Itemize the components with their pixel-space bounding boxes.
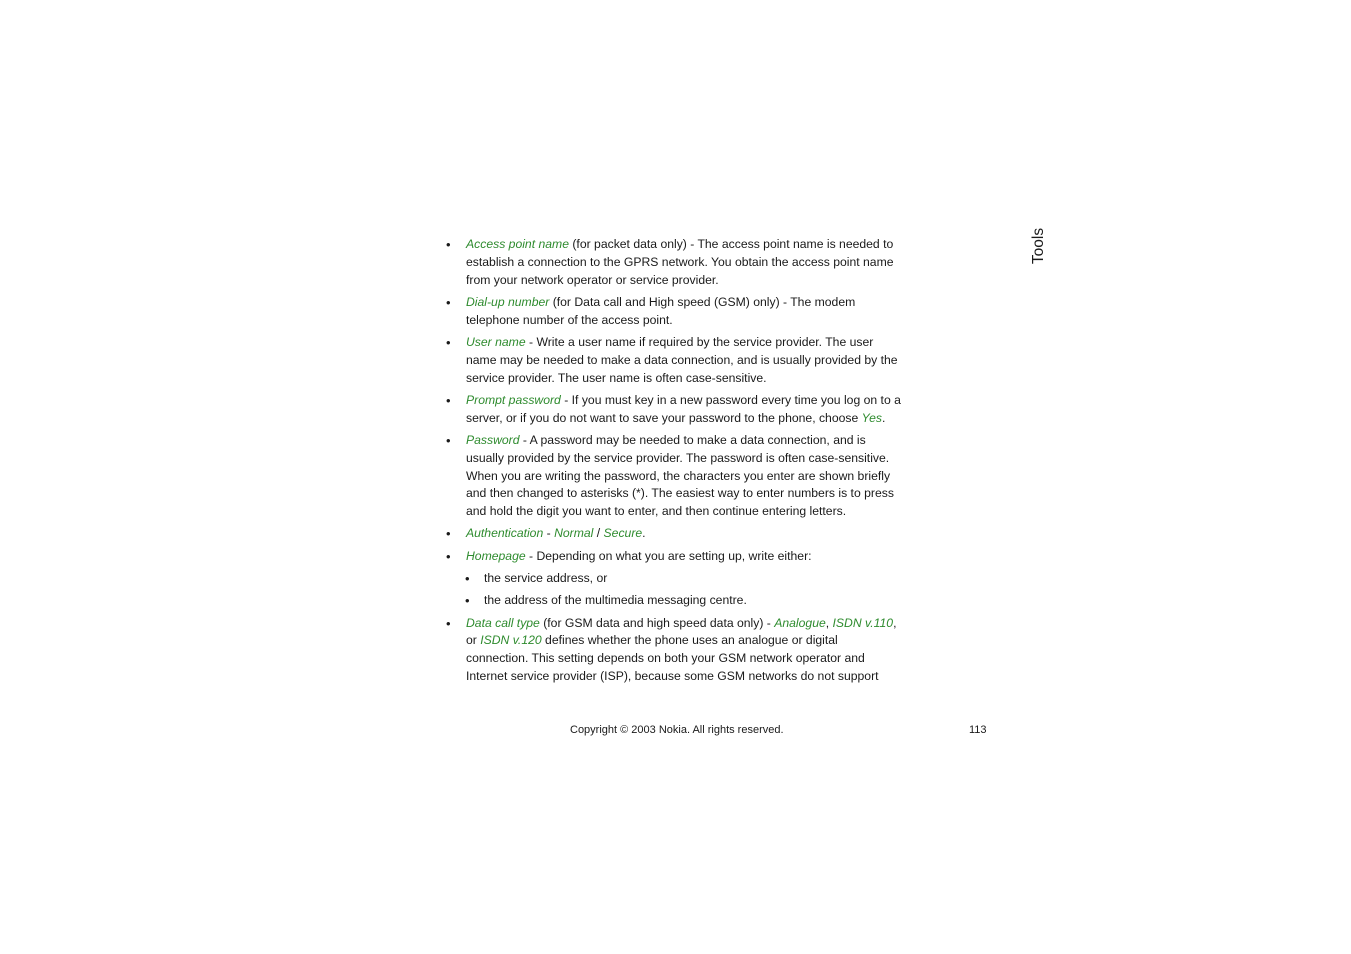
option-secure: Secure: [603, 526, 643, 541]
item-text: - If you must key in a new password every time you log on to a server, or if you do not want to save your password to the phone, choose: [466, 392, 901, 425]
separator: -: [543, 526, 555, 541]
separator: , or: [466, 615, 897, 648]
item-text: - Depending on what you are setting up, write either:: [525, 548, 812, 563]
list-item: [446, 548, 902, 566]
section-side-tab: [1029, 226, 1049, 266]
separator: /: [593, 526, 604, 541]
option-normal: Normal: [554, 526, 594, 541]
option-yes: Yes: [861, 410, 882, 425]
list-item: [446, 525, 902, 543]
term-data-call-type: Data call type: [466, 615, 540, 630]
term-authentication: Authentication: [466, 526, 544, 541]
term-access-point-name: Access point name: [466, 237, 569, 251]
item-text: (for packet data only) - The access point name is needed to establish a connection to the GPRS network. You obtain the access point name from your network operator or service provider.: [466, 237, 894, 287]
item-end: .: [642, 526, 646, 541]
term-prompt-password: Prompt password: [466, 392, 561, 407]
list-item: [446, 236, 902, 289]
option-isdn-v120: ISDN v.120: [480, 633, 542, 648]
list-item: [446, 432, 902, 521]
section-side-tab-label: Tools: [1030, 227, 1047, 265]
page-content: [446, 236, 902, 690]
homepage-sublist: [446, 570, 902, 610]
term-password: Password: [466, 432, 520, 447]
item-text: (for GSM data and high speed data only) -: [539, 615, 775, 630]
page-number: 113: [969, 724, 987, 736]
item-text: - Write a user name if required by the service provider. The user name may be needed to make a data connection, and is usually provided by the service provider. The user name is often case-sensitive.: [466, 334, 898, 385]
term-user-name: User name: [466, 334, 526, 349]
settings-list-continued: [446, 615, 902, 686]
term-dial-up-number: Dial-up number: [466, 294, 550, 309]
list-item: [446, 294, 902, 330]
list-item: [446, 334, 902, 387]
option-analogue: Analogue: [774, 615, 826, 630]
item-end: .: [881, 410, 886, 425]
separator: ,: [825, 615, 833, 630]
list-item: [446, 392, 902, 428]
term-homepage: Homepage: [466, 548, 526, 563]
sublist-item: • the address of the multimedia messaging centre.: [446, 592, 902, 610]
list-item: [446, 615, 902, 686]
item-text: (for Data call and High speed (GSM) only) - The modem telephone number of the access point.: [466, 294, 856, 327]
settings-list: [446, 236, 902, 566]
sublist-item: • the service address, or: [446, 570, 902, 588]
item-text: defines whether the phone uses an analogue or digital connection. This setting depends on both your GSM network operator and Internet service provider (ISP), because some GSM networks do not support: [466, 633, 879, 684]
item-text: - A password may be needed to make a data connection, and is usually provided by the service provider. The password is often case-sensitive. When you are writing the password, the characters you enter are shown briefly and then changed to asterisks (*). The easiest way to enter numbers is to press and hold the digit you want to enter, and then continue entering letters.: [466, 432, 894, 519]
option-isdn-v110: ISDN v.110: [832, 615, 894, 630]
copyright-notice: Copyright © 2003 Nokia. All rights reserved.: [570, 724, 784, 736]
